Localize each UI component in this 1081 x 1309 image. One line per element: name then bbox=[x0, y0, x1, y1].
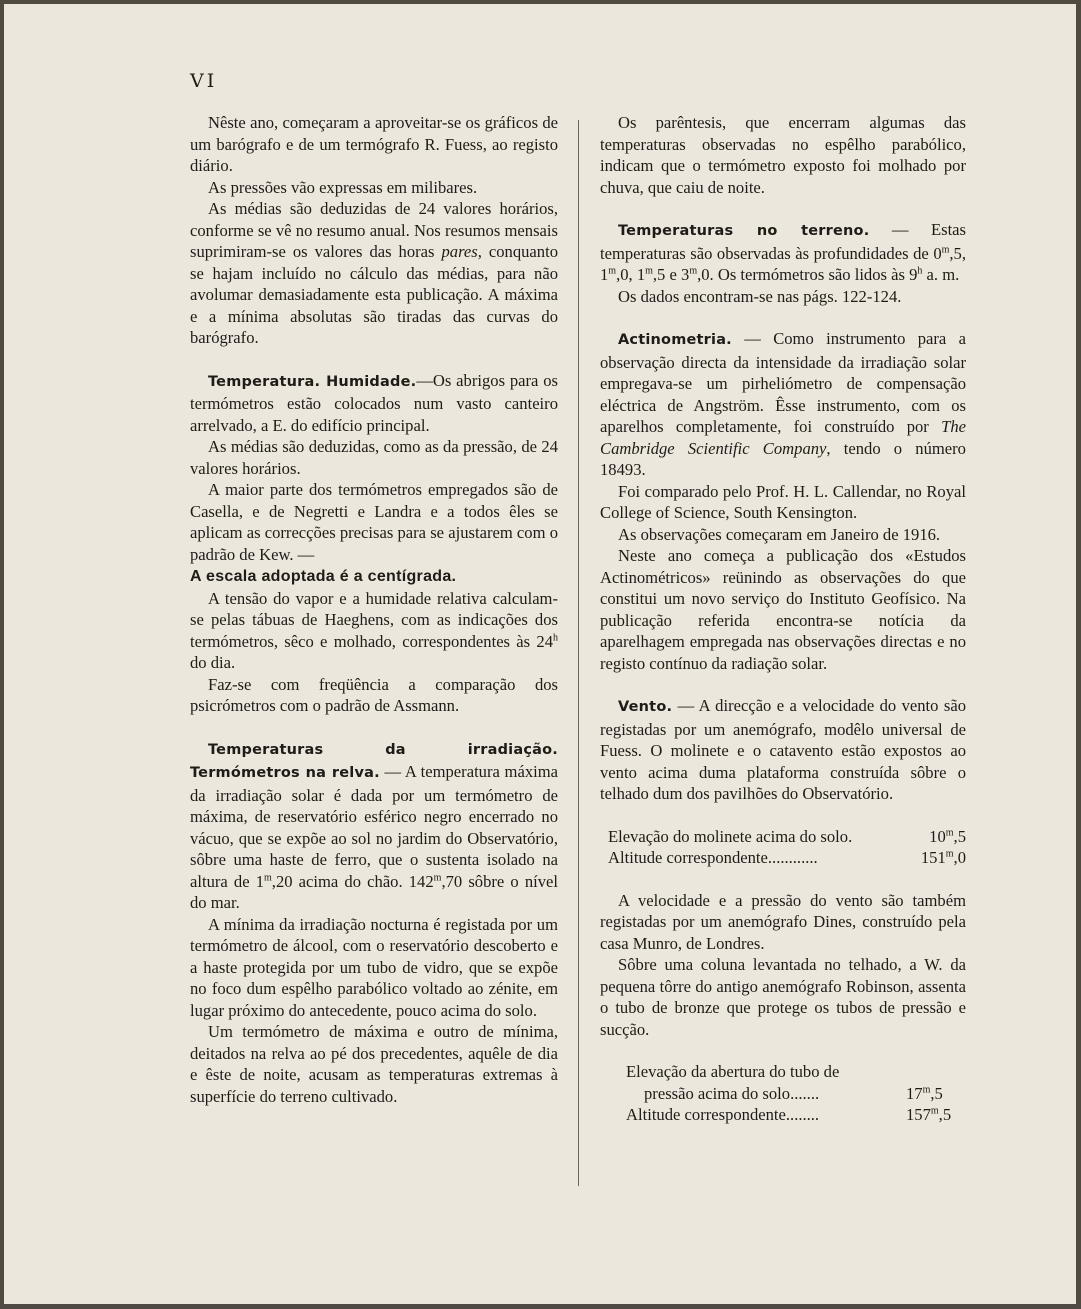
right-column bbox=[600, 112, 966, 1126]
section-heading: Temperaturas da irradiação. Termómetros na relva. bbox=[190, 741, 558, 781]
paragraph: Nêste ano, começaram a aproveitar-se os gráficos de um barógrafo e de um termógrafo R. Fuess, ao registo diário. bbox=[190, 113, 558, 175]
paragraph: A velocidade e a pressão do vento são também registadas por um anemógrafo Dines, construído pela casa Munro, de Londres. bbox=[600, 890, 966, 953]
paragraph: A tensão do vapor e a humidade relativa calculam-se pelas tábuas de Haeghens, com as indicações dos termómetros, sêco e molhado, correspondentes às 24$^h$ do dia. bbox=[190, 588, 558, 672]
data-row: pressão acima do solo....... 17$^m$,5 bbox=[644, 1083, 943, 1103]
paragraph: Temperatura. Humidade.—Os abrigos para os termómetros estão colocados num vasto canteiro arrelvado, a E. do edifício principal. bbox=[190, 370, 558, 435]
data-row: Altitude correspondente............ 151$^m$,0 bbox=[608, 848, 966, 867]
paragraph: Temperaturas no terreno. — Estas temperaturas são observadas às profundidades de 0$^m$,5, 1$^m$,0, 1$^m$,5 e 3$^m$,0. Os termómetros são lidos às 9$^h$ a. m. bbox=[600, 220, 966, 284]
paragraph: As médias são deduzidas de 24 valores horários, conforme se vê no resumo anual. Nos resumos mensais suprimiram-se os valores das horas pares, conquanto se hajam incluído no cálculo das médias, para não avolumar demasiadamente esta publicação. A máxima e a mínima absolutas são tiradas das curvas do barógrafo. bbox=[190, 199, 558, 347]
paragraph: As médias são deduzidas, como as da pressão, de 24 valores horários. bbox=[190, 437, 558, 478]
paragraph bbox=[190, 565, 558, 588]
document-page bbox=[4, 4, 1076, 1304]
paragraph: Foi comparado pelo Prof. H. L. Callendar, no Royal College of Science, South Kensington. bbox=[600, 481, 966, 522]
section-heading: Temperatura. Humidade. bbox=[208, 373, 417, 390]
section-heading: Temperaturas no terreno. bbox=[618, 223, 870, 239]
paragraph: Os dados encontram-se nas págs. 122-124. bbox=[618, 286, 902, 306]
paragraph: As pressões vão expressas em milibares. bbox=[208, 177, 478, 197]
paragraph: Temperaturas da irradiação. Termómetros na relva. — A temperatura máxima da irradiação solar é dada por um termómetro de máxima, de reservatório esférico negro encerrado no vácuo, que se expõe ao sol no jardim do Observatório, sôbre uma haste de ferro, que o sustenta isolado na altura de 1$^m$,20 acima do chão. 142$^m$,70 sôbre o nível do mar. bbox=[190, 741, 559, 912]
column-divider bbox=[578, 120, 579, 1186]
paragraph: As observações começaram em Janeiro de 1916. bbox=[618, 524, 941, 544]
section-heading: Actinometria. bbox=[618, 332, 732, 348]
emphasis-text: A escala adoptada é a centígrada. bbox=[190, 568, 457, 585]
paragraph: A maior parte dos termómetros empregados são de Casella, e de Negretti e Landra e a todos êles se aplicam as correcções precisas para se ajustarem com o padrão de Kew. — bbox=[190, 480, 558, 564]
paragraph: Os parêntesis, que encerram algumas das temperaturas observadas no espêlho parabólico, indicam que o termómetro exposto foi molhado por chuva, que caiu de noite. bbox=[600, 113, 966, 197]
left-column bbox=[190, 112, 558, 1107]
paragraph: Neste ano começa a publicação dos «Estudos Actinométricos» reünindo as observações do que constitui um novo serviço do Instituto Geofísico. Na publicação referida encontra-se notícia da aparelhagem empregada nas observações directas e no registo contínuo da radiação solar. bbox=[600, 546, 966, 673]
page-number: VI bbox=[190, 70, 218, 92]
data-row: Elevação do molinete acima do solo. 10$^m$,5 bbox=[608, 826, 966, 846]
paragraph: Sôbre uma coluna levantada no telhado, a W. da pequena tôrre do antigo anemógrafo Robinson, assenta o tubo de bronze que protege os tubos de pressão e sucção. bbox=[600, 955, 966, 1039]
paragraph: Faz-se com freqüência a comparação dos psicrómetros com o padrão de Assmann. bbox=[190, 674, 558, 715]
paragraph: A mínima da irradiação nocturna é registada por um termómetro de álcool, com o reservatório descoberto e a haste protegida por um tubo de vidro, que se expõe no foco dum espêlho parabólico voltado ao zénite, em lugar próximo do antecedente, pouco acima do solo. bbox=[190, 914, 558, 1020]
data-row: Elevação da abertura do tubo de bbox=[626, 1062, 840, 1081]
section-heading: Vento. bbox=[618, 699, 673, 715]
data-row: Altitude correspondente........ 157$^m$,5 bbox=[626, 1105, 952, 1124]
paragraph: Vento. — A direcção e a velocidade do vento são registadas por um anemógrafo, modêlo universal de Fuess. O molinete e o catavento estão expostos ao vento acima duma plataforma construída sôbre o telhado dum dos pavilhões do Observatório. bbox=[600, 696, 966, 803]
paragraph: Actinometria. — Como instrumento para a observação directa da intensidade da irradiação solar empregava-se um pirheliómetro de compensação eléctrica de Angström. Êsse instrumento, com os aparelhos completamente, foi construído por The Cambridge Scientific Company, tendo o número 18493. bbox=[600, 329, 966, 479]
paragraph: Um termómetro de máxima e outro de mínima, deitados na relva ao pé dos precedentes, aquêle de dia e êste de noite, acusam as temperaturas extremas à superfície do terreno cultivado. bbox=[190, 1022, 558, 1106]
